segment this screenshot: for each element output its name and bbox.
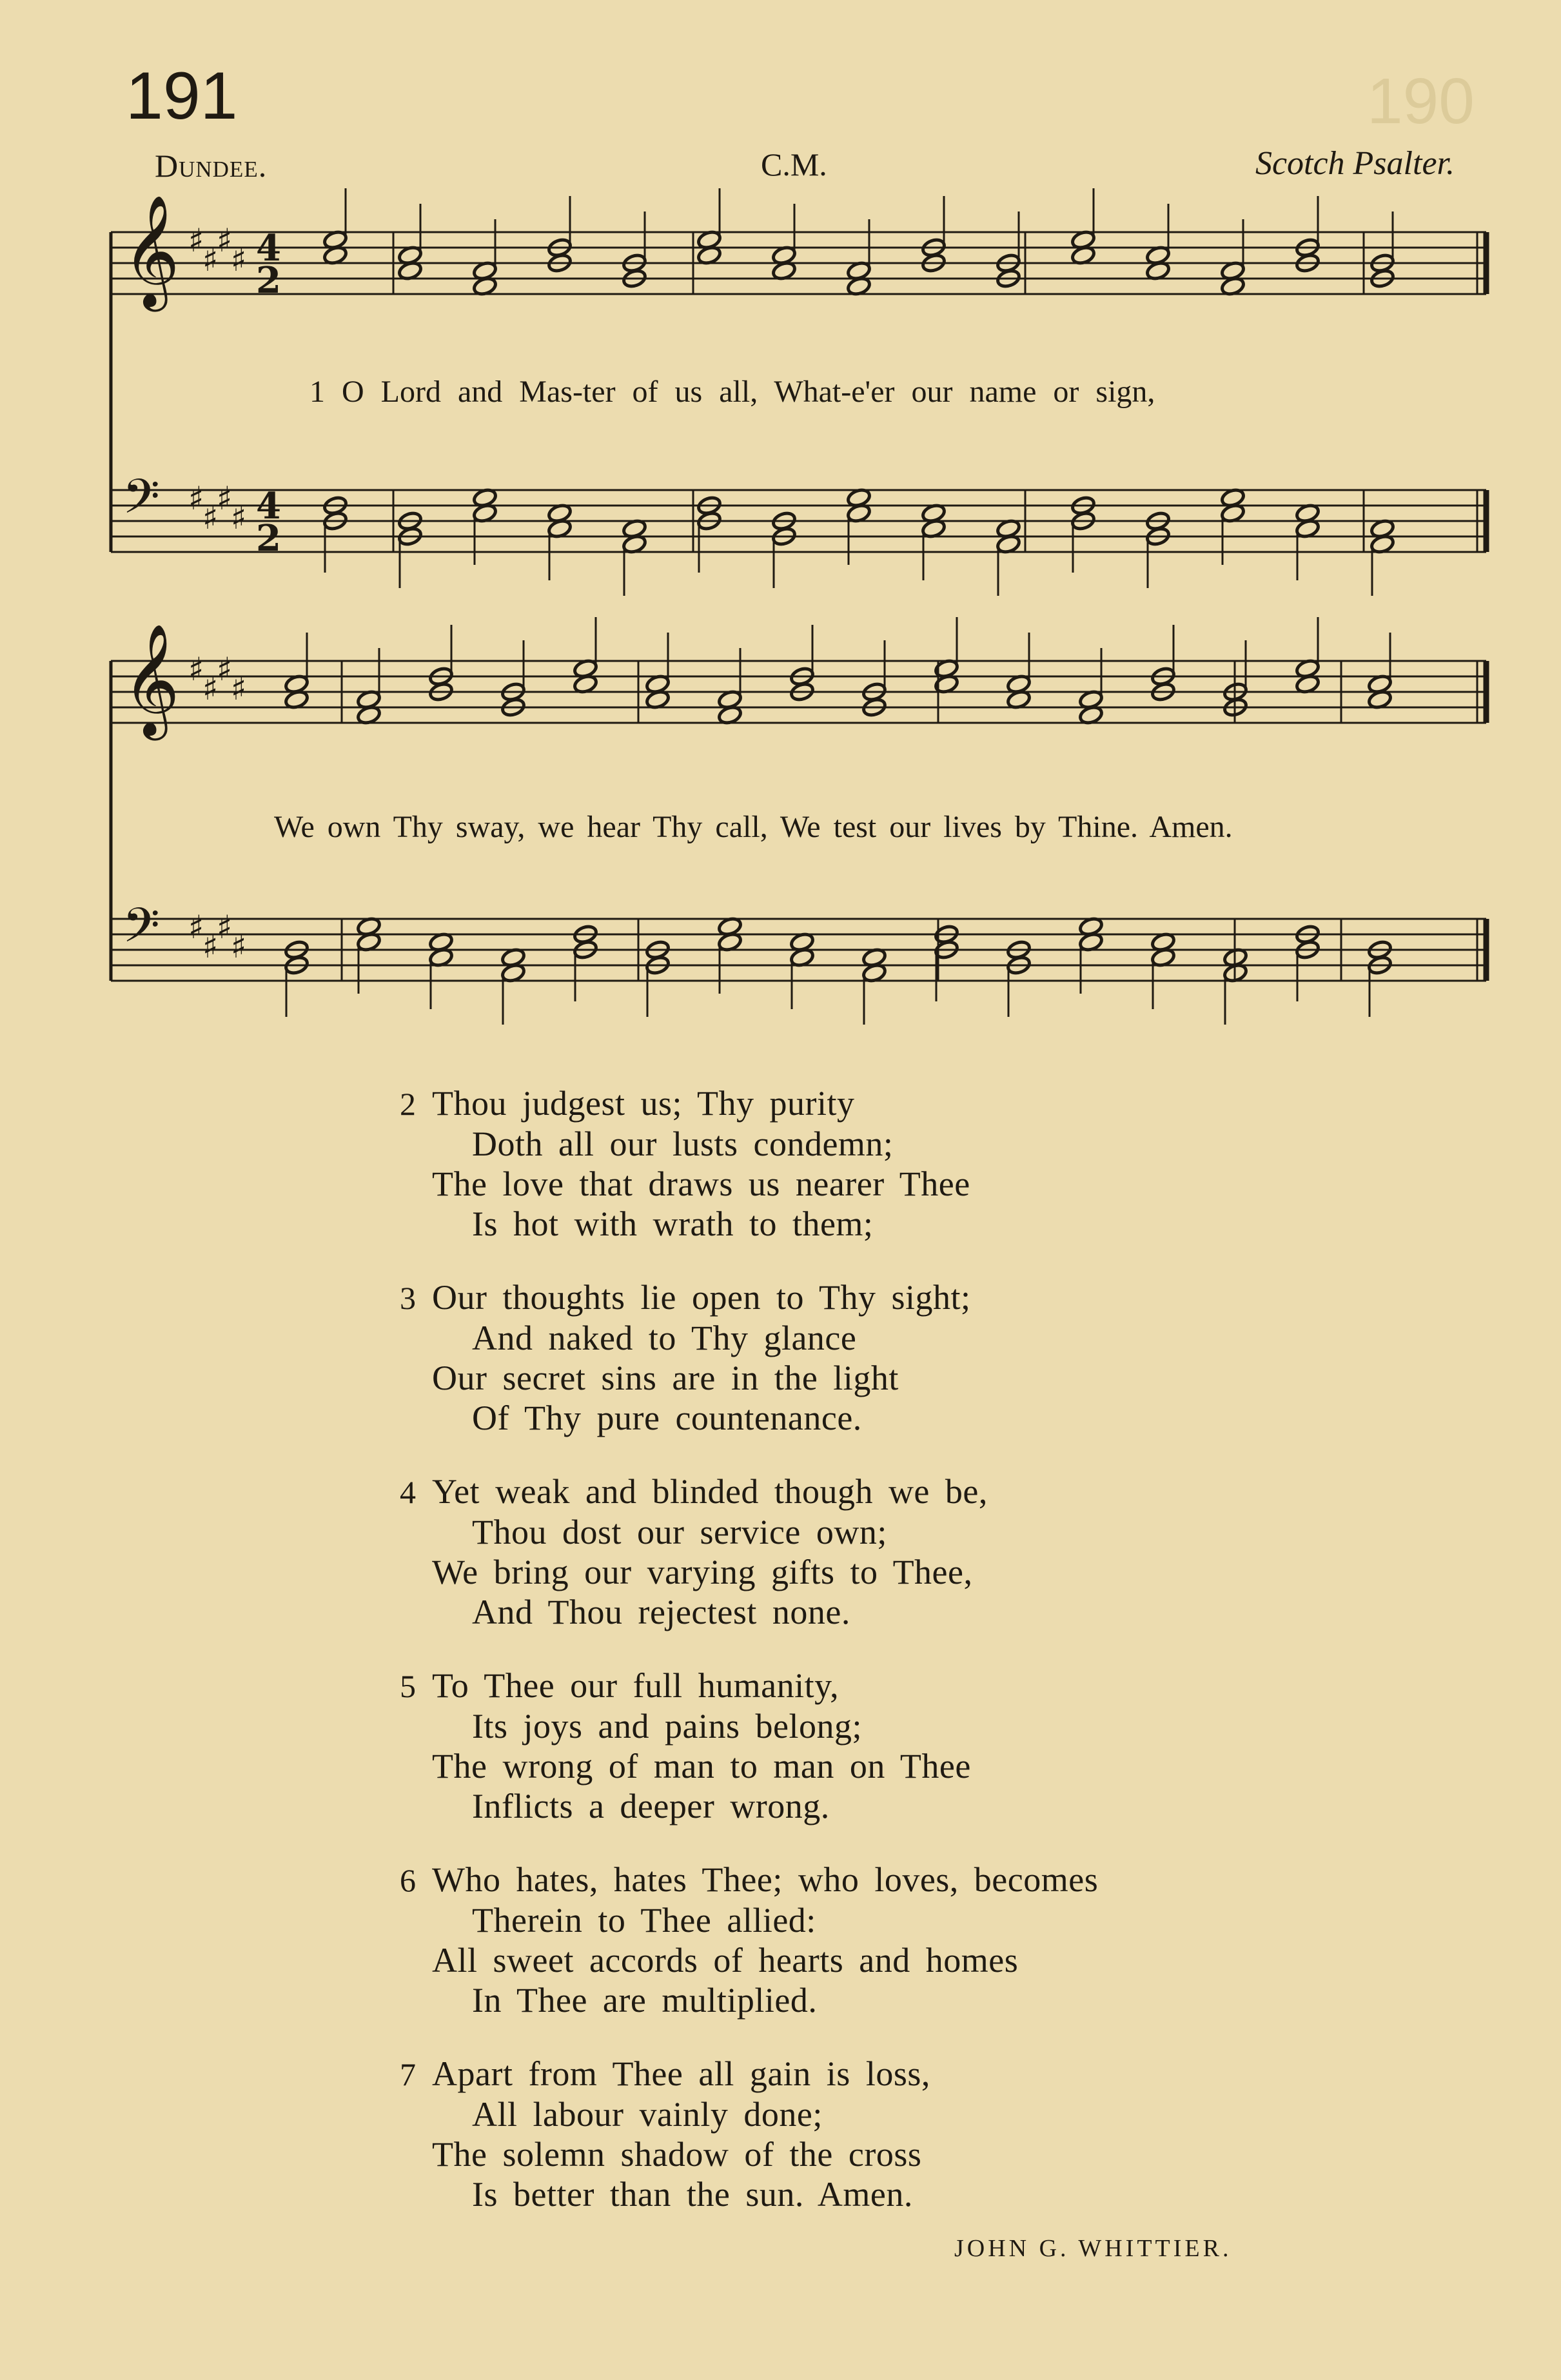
verse-number: 3 [400, 1280, 417, 1316]
verse-line-text: We bring our varying gifts to Thee, [432, 1553, 973, 1591]
sharp-icon: ♯ [202, 499, 219, 536]
verse-number: 6 [400, 1862, 417, 1898]
tune-source: Scotch Psalter. [1255, 145, 1455, 182]
verse-line [400, 1083, 1098, 1124]
verse-line-text: The solemn shadow of the cross [432, 2135, 922, 2174]
verse-line-text: Doth all our lusts condemn; [472, 1125, 894, 1163]
music-score [0, 0, 1561, 1032]
sharp-icon: ♯ [202, 928, 219, 965]
sharp-icon: ♯ [188, 222, 204, 259]
bass-clef-icon: 𝄢 [123, 469, 160, 536]
verse-line [432, 1358, 1098, 1398]
verse-line-text: Who hates, hates Thee; who loves, becomes [432, 1860, 1099, 1899]
verse-line-text: Yet weak and blinded though we be, [432, 1472, 988, 1511]
sharp-icon: ♯ [231, 499, 247, 536]
verses [400, 1083, 1099, 2248]
sharp-icon: ♯ [231, 928, 247, 965]
verse-line [432, 1592, 1098, 1632]
sharp-icon: ♯ [231, 241, 247, 279]
meter: C.M. [761, 146, 827, 182]
verse-line-text: Of Thy pure countenance. [472, 1399, 862, 1437]
verse-line [400, 1277, 1098, 1318]
lyric-line-1: 1 O Lord and Mas-ter of us all, What-e'er our name or sign, [309, 375, 1155, 409]
sharp-icon: ♯ [217, 222, 233, 259]
bleed-through-page-number: 190 [1367, 65, 1475, 137]
verse-line [400, 2054, 1098, 2094]
treble-clef-icon: 𝄞 [123, 624, 180, 736]
verse-line-text: Its joys and pains belong; [472, 1707, 862, 1746]
verse-line [432, 1900, 1098, 1940]
lyric-line-2: We own Thy sway, we hear Thy call, We test our lives by Thine. Amen. [274, 810, 1233, 844]
verse [400, 2054, 1098, 2214]
time-signature: 4 [256, 227, 281, 270]
verse-line [432, 1786, 1098, 1826]
verse-line [400, 1471, 1098, 1512]
verse-line [432, 1980, 1098, 2020]
verse-line [432, 1706, 1098, 1746]
sharp-icon: ♯ [217, 909, 233, 946]
verse-line [432, 2134, 1098, 2174]
verse-line [432, 2174, 1098, 2214]
verse-line-text: And naked to Thy glance [472, 1319, 857, 1357]
verse-line [432, 2094, 1098, 2134]
verse-line-text: To Thee our full humanity, [432, 1666, 839, 1705]
verse-line [432, 1552, 1098, 1592]
verse-line-text: All sweet accords of hearts and homes [432, 1941, 1019, 1980]
verse [400, 1666, 1098, 1826]
verse-line-text: The love that draws us nearer Thee [432, 1165, 970, 1203]
time-signature: 2 [256, 517, 281, 560]
verse-line [432, 1940, 1098, 1980]
sharp-icon: ♯ [188, 480, 204, 517]
author-credit: JOHN G. WHITTIER. [954, 2235, 1232, 2262]
verse [400, 1471, 1098, 1632]
verse-line [400, 1666, 1098, 1706]
verse-line-text: Our secret sins are in the light [432, 1359, 899, 1397]
verse-number: 4 [400, 1474, 417, 1510]
verse-line [432, 1204, 1098, 1244]
hymn-number: 191 [126, 59, 238, 133]
verse-line-text: Thou dost our service own; [472, 1513, 887, 1551]
sharp-icon: ♯ [202, 670, 219, 707]
sharp-icon: ♯ [188, 651, 204, 688]
verse-line-text: Our thoughts lie open to Thy sight; [432, 1278, 971, 1317]
time-signature: 4 [256, 485, 281, 527]
sharp-icon: ♯ [188, 909, 204, 946]
bass-clef-icon: 𝄢 [123, 898, 160, 965]
verse-line [432, 1124, 1098, 1164]
verse-line-text: Is better than the sun. Amen. [472, 2175, 913, 2214]
verse-number: 5 [400, 1668, 417, 1704]
verse-line [432, 1512, 1098, 1552]
verse-line-text: The wrong of man to man on Thee [432, 1747, 971, 1785]
tune-name: Dundee. [155, 148, 268, 184]
sharp-icon: ♯ [217, 480, 233, 517]
verse-line-text: And Thou rejectest none. [472, 1593, 850, 1631]
verse-number: 7 [400, 2056, 417, 2092]
verse-line [432, 1398, 1098, 1438]
verse-line-text: In Thee are multiplied. [472, 1981, 818, 2020]
verse-line-text: Apart from Thee all gain is loss, [432, 2054, 930, 2093]
sharp-icon: ♯ [231, 670, 247, 707]
verse [400, 1277, 1098, 1438]
verse-line-text: Therein to Thee allied: [472, 1901, 816, 1940]
sharp-icon: ♯ [202, 241, 219, 279]
verse-line [400, 1860, 1099, 1900]
verse-line-text: All labour vainly done; [472, 2095, 823, 2134]
sharp-icon: ♯ [217, 651, 233, 688]
verse-line-text: Is hot with wrath to them; [472, 1205, 874, 1243]
verse [400, 1083, 1098, 1244]
verse [400, 1860, 1099, 2020]
verse-line [432, 1746, 1098, 1786]
verse-line-text: Inflicts a deeper wrong. [472, 1787, 830, 1825]
time-signature: 2 [256, 259, 281, 302]
verse-line-text: Thou judgest us; Thy purity [432, 1084, 855, 1123]
verse-number: 2 [400, 1086, 417, 1122]
verse-line [432, 1164, 1098, 1204]
verse-line [432, 1318, 1098, 1358]
treble-clef-icon: 𝄞 [123, 195, 180, 307]
